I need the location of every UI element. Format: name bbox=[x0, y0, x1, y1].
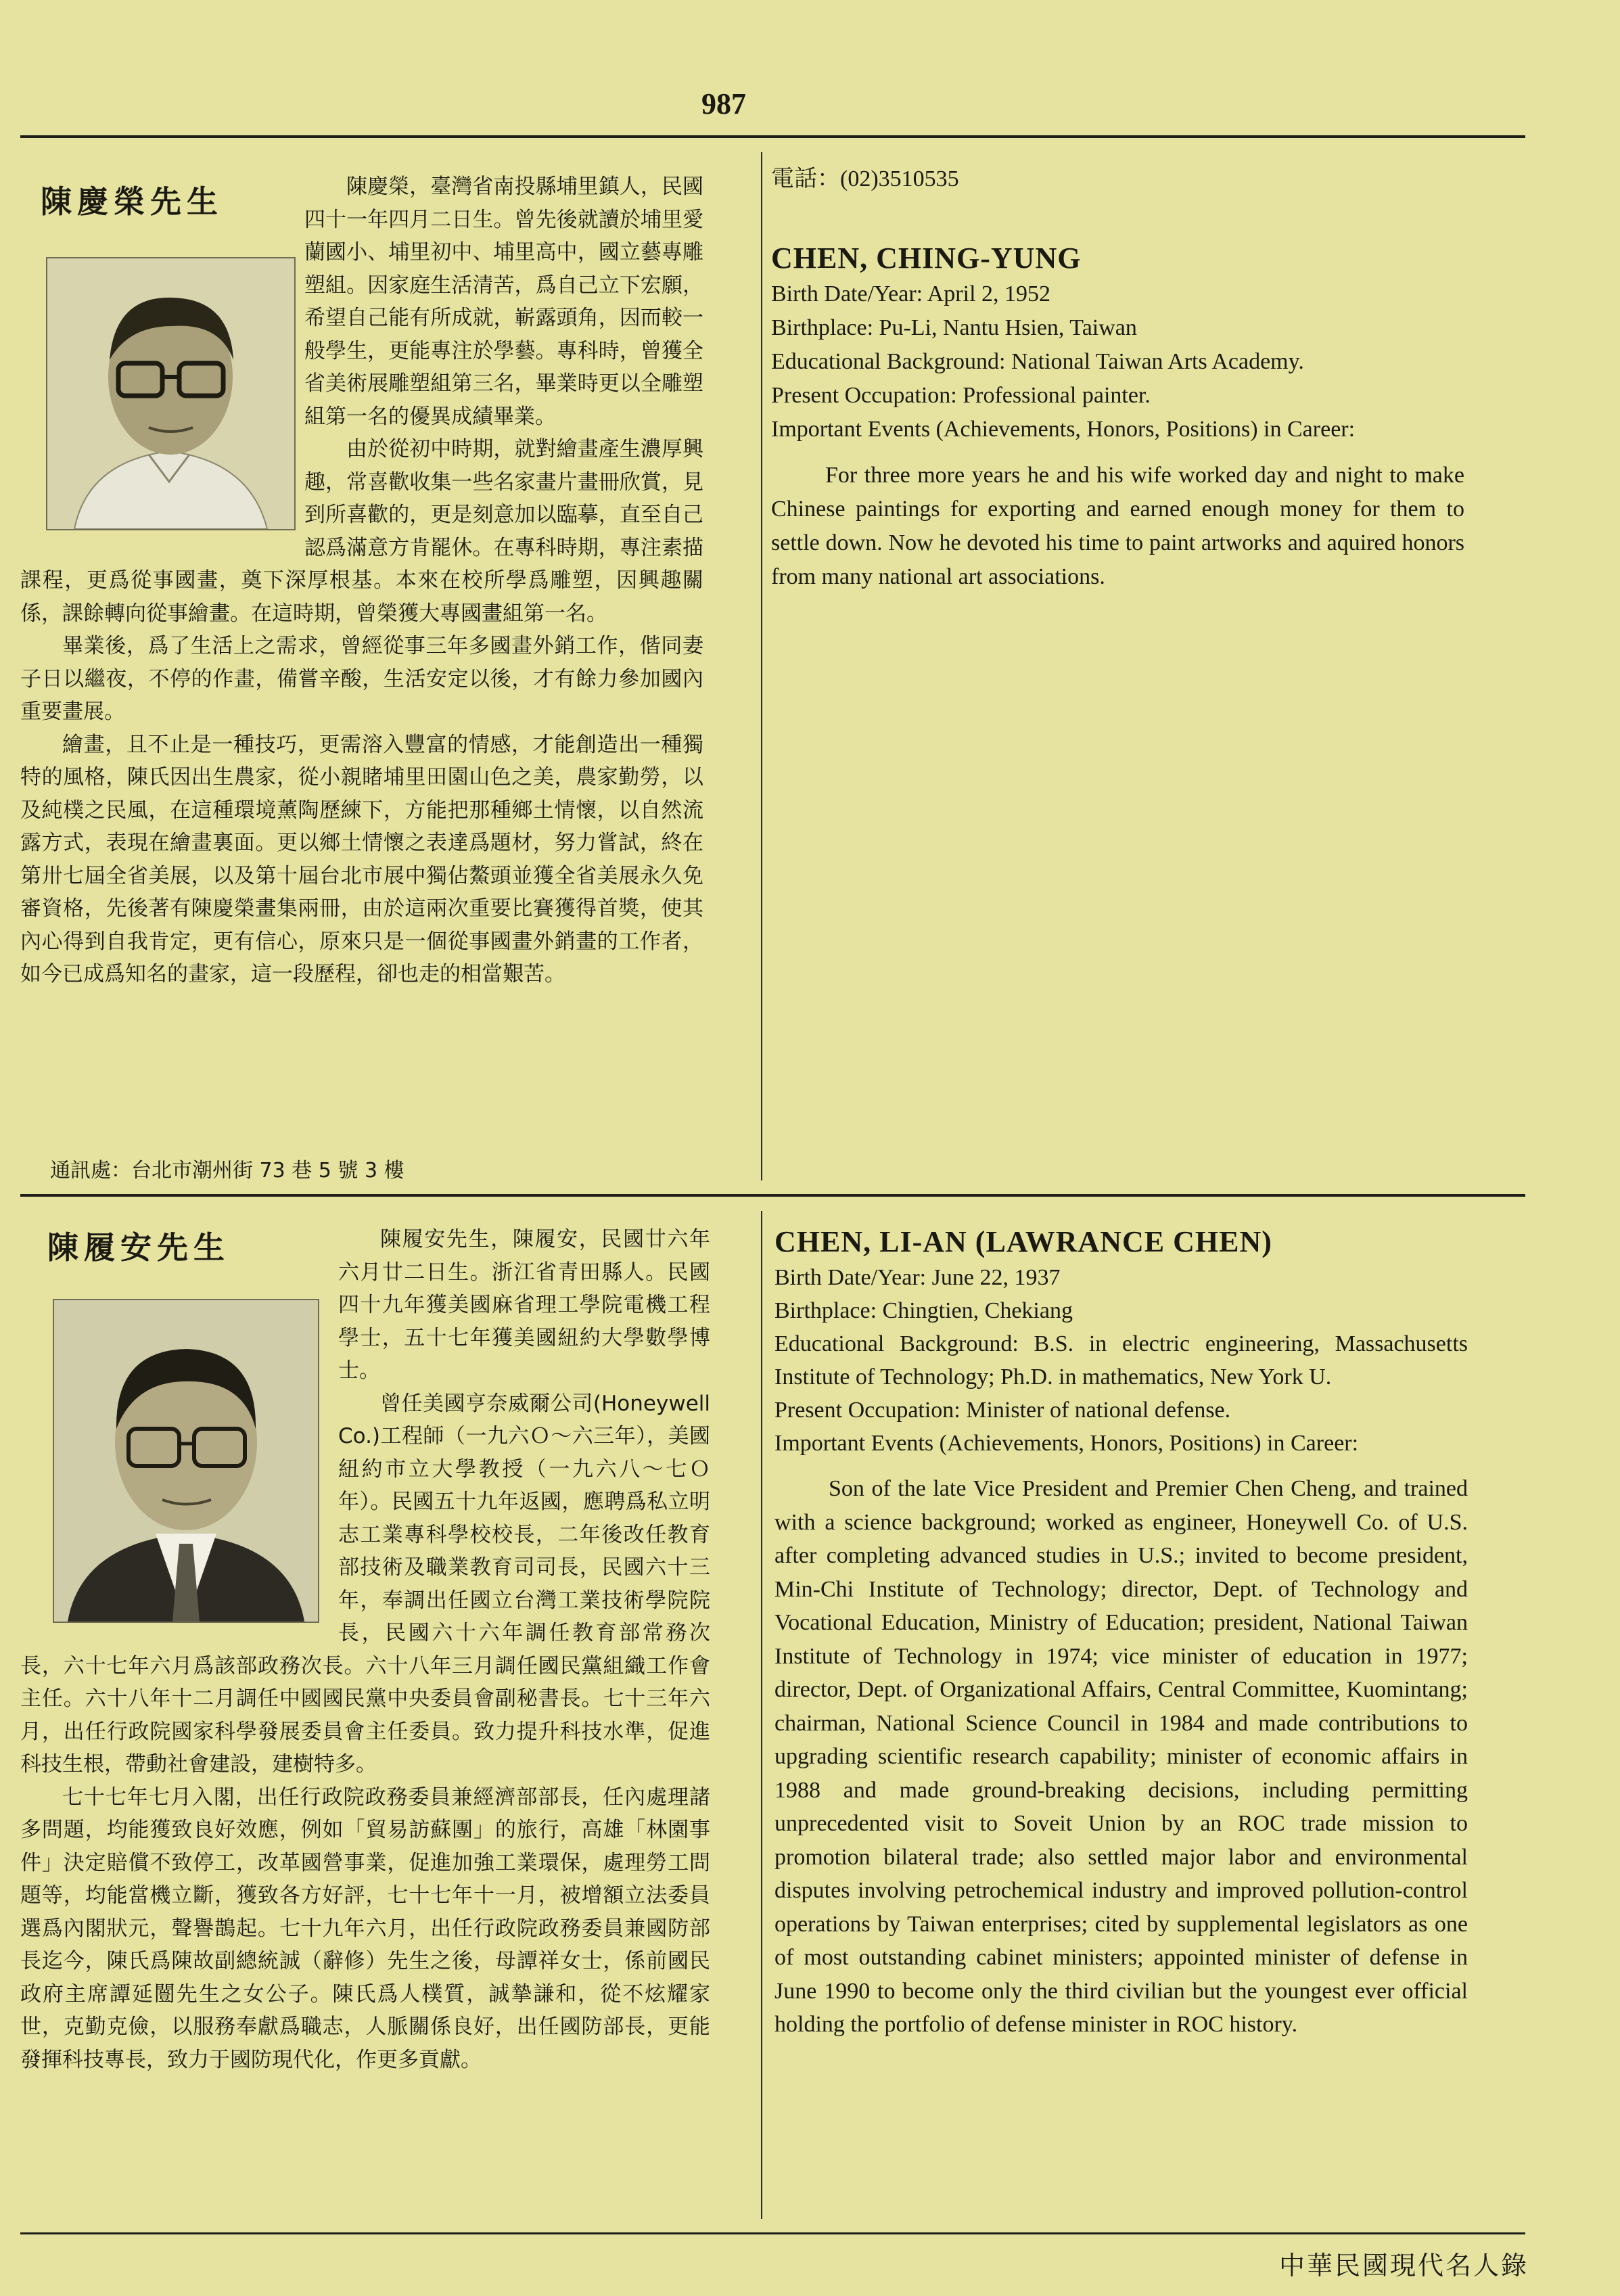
contact-address-cn: 通訊處：台北市潮州街 73 巷 5 號 3 樓 bbox=[50, 1159, 404, 1183]
entry-name-en: CHEN, LI-AN (LAWRANCE CHEN) bbox=[774, 1225, 1272, 1258]
birth-date: Birth Date/Year: June 22, 1937 bbox=[774, 1265, 1061, 1290]
bio-cn-paragraph: 由於從初中時期，就對繪畫產生濃厚興趣，常喜歡收集一些名家畫片畫冊欣賞，見到所喜歡的，更是刻意加以臨摹，直至自己認爲滿意方肯罷休。在專科時期，專注素描課程，更爲從事國畫，奠下深厚根基。本來在校所學爲雕塑，因興趣關係，課餘轉向從事繪畫。在這時期，曾榮獲大專國畫組第一名。 bbox=[20, 437, 703, 626]
biography-cn bbox=[20, 1223, 710, 2076]
column-divider bbox=[761, 1211, 762, 2219]
biography-en bbox=[774, 1223, 1468, 2042]
bio-cn-paragraph: 畢業後，爲了生活上之需求，曾經從事三年多國畫外銷工作，偕同妻子日以繼夜，不停的作畫，備嘗辛酸，生活安定以後，才有餘力參加國內重要畫展。 bbox=[20, 634, 703, 724]
page-number: 987 bbox=[701, 87, 746, 120]
birth-date: Birth Date/Year: April 2, 1952 bbox=[771, 281, 1051, 306]
bio-en-paragraph: For three more years he and his wife worked day and night to make Chinese paintings for exporting and earned enough money for them to settle down. Now he devoted his time to paint artworks and aquired honors from many national art associations. bbox=[771, 463, 1464, 589]
entry-name-cn: 陳履安先生 bbox=[47, 1229, 230, 1266]
middle-rule bbox=[20, 1194, 1525, 1197]
entry-name-cn: 陳慶榮先生 bbox=[41, 183, 223, 220]
bio-cn-paragraph: 曾任美國亨奈威爾公司(Honeywell Co.)工程師（一九六Ｏ～六三年），美國紐約市立大學教授（一九六八～七Ｏ年）。民國五十九年返國，應聘爲私立明志工業專科學校校長，二年後改任教育部技術及職業教育司司長，民國六十三年，奉調出任國立台灣工業技術學院院長，民國六十六年調任教育部常務次長，六十七年六月爲該部政務次長。六十八年三月調任國民黨組織工作會主任。六十八年十二月調任中國國民黨中央委員會副秘書長。七十三年六月，出任行政院國家科學發展委員會主任委員。致力提升科技水準，促進科技生根，帶動社會建設，建樹特多。 bbox=[20, 1391, 710, 1776]
bio-cn-paragraph: 陳履安先生，陳履安，民國廿六年六月廿二日生。浙江省青田縣人。民國四十九年獲美國麻省理工學院電機工程學士，五十七年獲美國紐約大學數學博士。 bbox=[338, 1227, 710, 1383]
occupation: Present Occupation: Professional painter. bbox=[771, 383, 1151, 408]
biography-en bbox=[771, 162, 1464, 594]
bio-en-paragraph: Son of the late Vice President and Premier Chen Cheng, and trained with a science background; worked as engineer, Honeywell Co. of U.S. after completing advanced studies in U.S.; invited to become president, Min-Chi Institute of Technology; director, Dept. of Technology and Vocational Education, Ministry of Education; president, National Taiwan Institute of Technology in 1974; vice minister of education in 1977; director, Dept. of Organizational Affairs, Central Committee, Kuomintang; chairman, National Science Council in 1984 and made contributions to upgrading scientific research capability; minister of economic affairs in 1988 and made ground-breaking decisions, including permitting unprecedented visit to Soveit Union by an ROC trade mission to promotion bilateral trade; also settled major labor and environmental disputes involving petrochemical industry and improved pollution-control operations by Taiwan enterprises; cited by supplemental legislators as one of most outstanding cabinet ministers; appointed minister of defense in June 1990 to become only the third civilian but the youngest ever official holding the portfolio of defense minister in ROC history. bbox=[774, 1476, 1468, 2037]
entry-name-en: CHEN, CHING-YUNG bbox=[771, 242, 1082, 275]
top-rule bbox=[20, 135, 1525, 138]
events-label: Important Events (Achievements, Honors, Positions) in Career: bbox=[774, 1431, 1359, 1456]
bio-cn-paragraph: 繪畫，且不止是一種技巧，更需溶入豐富的情感，才能創造出一種獨特的風格，陳氏因出生農家，從小親睹埔里田園山色之美，農家勤勞，以及純樸之民風，在這種環境薰陶歷練下，方能把那種鄉土情懷，以自然流露方式，表現在繪畫裏面。更以鄉土情懷之表達爲題材，努力嘗試，終在第卅七屆全省美展，以及第十屆台北市展中獨佔鰲頭並獲全省美展永久免審資格，先後著有陳慶榮畫集兩冊，由於這兩次重要比賽獲得首獎，使其內心得到自我肯定，更有信心，原來只是一個從事國畫外銷畫的工作者，如今已成爲知名的畫家，這一段歷程，卻也走的相當艱苦。 bbox=[20, 732, 703, 986]
phone-number: 電話：(02)3510535 bbox=[771, 166, 959, 191]
education: Educational Background: National Taiwan Arts Academy. bbox=[771, 349, 1304, 374]
biography-cn bbox=[20, 170, 703, 991]
column-divider bbox=[761, 152, 762, 1180]
footer-book-title: 中華民國現代名人錄 bbox=[1278, 2251, 1529, 2280]
birthplace: Birthplace: Pu-Li, Nantu Hsien, Taiwan bbox=[771, 315, 1137, 340]
birthplace: Birthplace: Chingtien, Chekiang bbox=[774, 1298, 1073, 1323]
bio-cn-paragraph: 陳慶榮，臺灣省南投縣埔里鎮人，民國四十一年四月二日生。曾先後就讀於埔里愛蘭國小、埔里初中、埔里高中，國立藝專雕塑組。因家庭生活清苦，爲自己立下宏願，希望自己能有所成就，嶄露頭角，因而較一般學生，更能專注於學藝。專科時，曾獲全省美術展雕塑組第三名，畢業時更以全雕塑組第一名的優異成績畢業。 bbox=[304, 175, 703, 429]
bottom-rule bbox=[20, 2232, 1525, 2234]
occupation: Present Occupation: Minister of national defense. bbox=[774, 1398, 1231, 1423]
bio-cn-paragraph: 七十七年七月入閣，出任行政院政務委員兼經濟部部長，任內處理諸多問題，均能獲致良好效應，例如「貿易訪蘇團」的旅行，高雄「林園事件」決定賠償不致停工，改革國營事業，促進加強工業環保，處理勞工問題等，均能當機立斷，獲致各方好評，七十七年十一月，被增額立法委員選爲內閣狀元，聲譽鵲起。七十九年六月，出任行政院政務委員兼國防部長迄今，陳氏爲陳故副總統誠（辭修）先生之後，母譚祥女士，係前國民政府主席譚延闓先生之女公子。陳氏爲人樸質，誠摯謙和，從不炫耀家世，克勤克儉，以服務奉獻爲職志，人脈關係良好，出任國防部長，更能發揮科技專長，致力于國防現代化，作更多貢獻。 bbox=[20, 1785, 710, 2072]
events-label: Important Events (Achievements, Honors, Positions) in Career: bbox=[771, 417, 1356, 442]
education: Educational Background: B.S. in electric engineering, Massachusetts Institute of Technology; Ph.D. in mathematics, New York U. bbox=[774, 1331, 1468, 1390]
